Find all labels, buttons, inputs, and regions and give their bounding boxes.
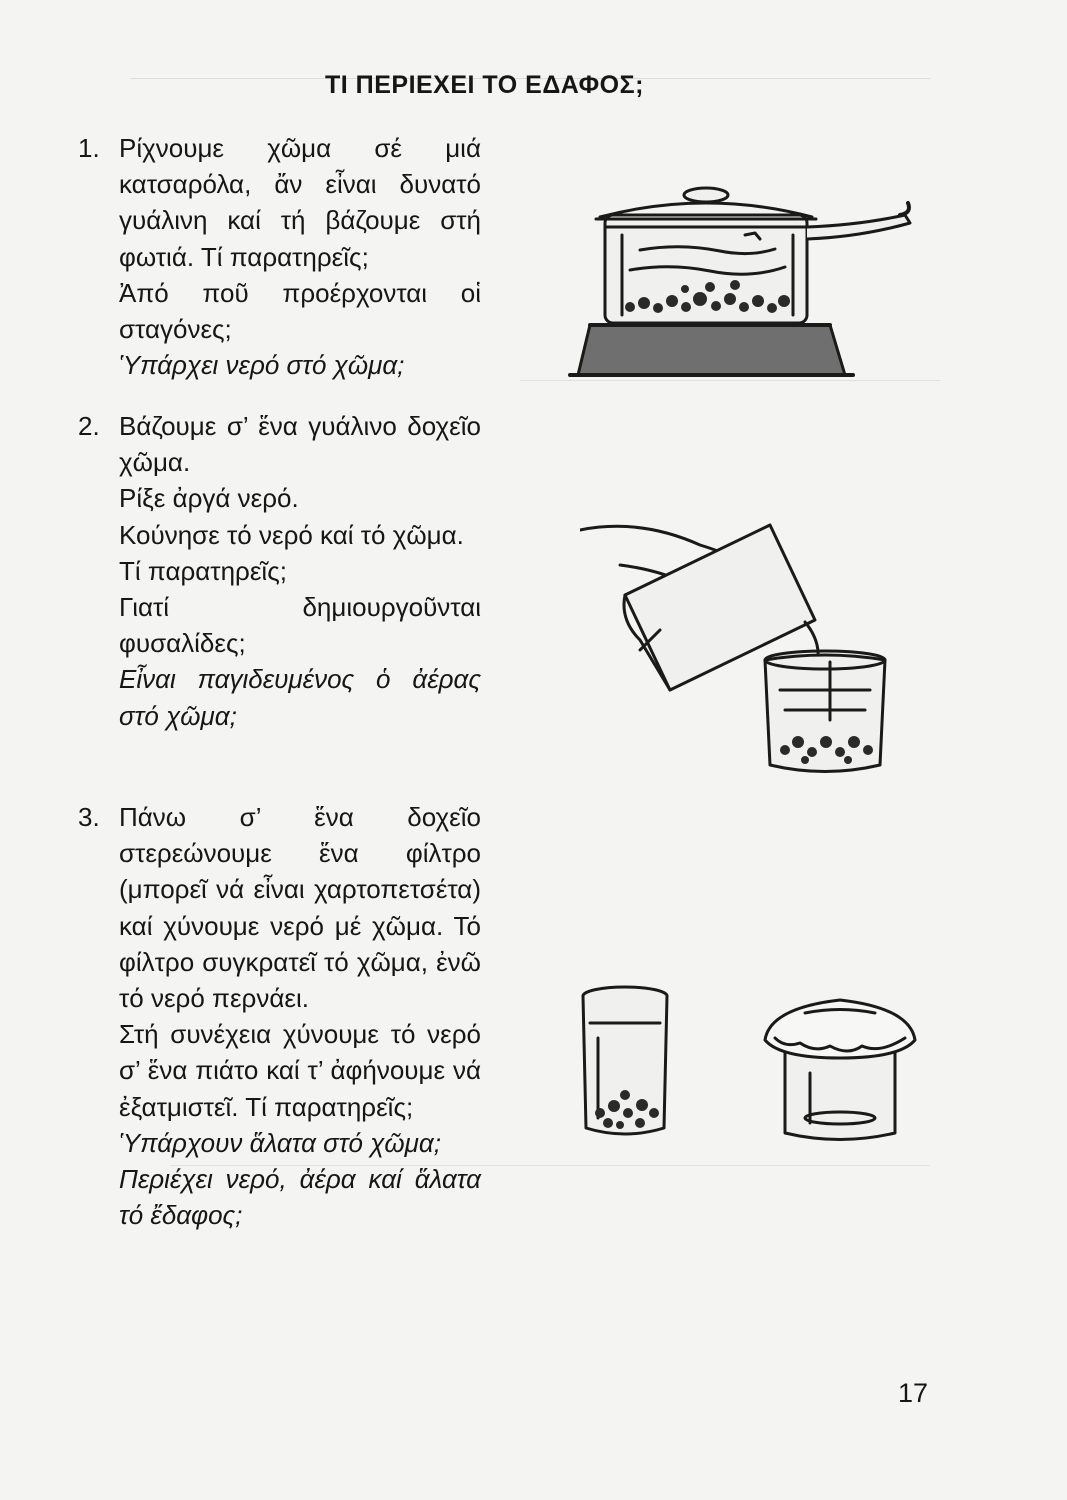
step-text: Τί παρατηρεῖς; xyxy=(119,555,287,586)
page-title: ΤΙ ΠΕΡΙΕΧΕΙ ΤΟ ΕΔΑΦΟΣ; xyxy=(325,70,644,99)
hand-pouring-water-icon xyxy=(580,510,920,790)
step-text: Κούνησε τό νερό καί τό χῶμα. xyxy=(119,519,464,550)
step-number: 2. xyxy=(78,411,100,441)
bleed-through-block xyxy=(520,380,940,461)
step-1 xyxy=(78,130,488,383)
step-question: Εἶναι παγιδευμένος ὁ ἀέρας στό χῶμα; xyxy=(119,664,481,731)
step-text: Πάνω σ’ ἕνα δοχεῖο στερεώνουμε ἕνα φίλτρο (μπορεῖ νά εἶναι χαρτοπετσέτα) καί χύνουμε νερό μέ χῶμα. Τό φίλτρο συγκρατεῖ τό χῶμα, ἐνῶ τό νερό περνάει. xyxy=(119,802,481,1014)
step-question: Ὑπάρχουν ἅλατα στό χῶμα; xyxy=(119,1127,441,1158)
step-text: Ρίξε ἀργά νερό. xyxy=(119,483,299,514)
step-text: Βάζουμε σ’ ἕνα γυάλινο δοχεῖο χῶμα. xyxy=(119,411,481,478)
pot-on-stove-icon xyxy=(560,175,920,390)
step-question: Ὑπάρχει νερό στό χῶμα; xyxy=(119,350,405,381)
step-3 xyxy=(78,799,488,1233)
step-text: Ρίχνουμε χῶμα σέ μιά κατσαρόλα, ἄν εἶναι δυνατό γυάλινη καί τή βάζουμε στή φωτιά. Τί παρατηρεῖς; xyxy=(119,133,481,272)
step-number: 3. xyxy=(78,802,100,832)
step-text: Ἀπό ποῦ προέρχονται οἱ σταγόνες; xyxy=(119,277,481,345)
step-text: Γιατί δημιουργοῦνται φυσαλίδες; xyxy=(119,592,481,659)
page-number: 17 xyxy=(898,1378,929,1408)
step-text: Στή συνέχεια χύνουμε τό νερό σ’ ἕνα πιάτο καί τ’ ἀφήνουμε νά ἐξατμιστεῖ. Τί παρατηρεῖς; xyxy=(119,1019,481,1122)
step-number: 1. xyxy=(78,133,100,163)
closing-question: Περιέχει νερό, ἀέρα καί ἅλατα τό ἔδαφος; xyxy=(119,1164,481,1231)
step-2 xyxy=(78,408,488,734)
jars-with-filter-icon xyxy=(570,978,930,1158)
